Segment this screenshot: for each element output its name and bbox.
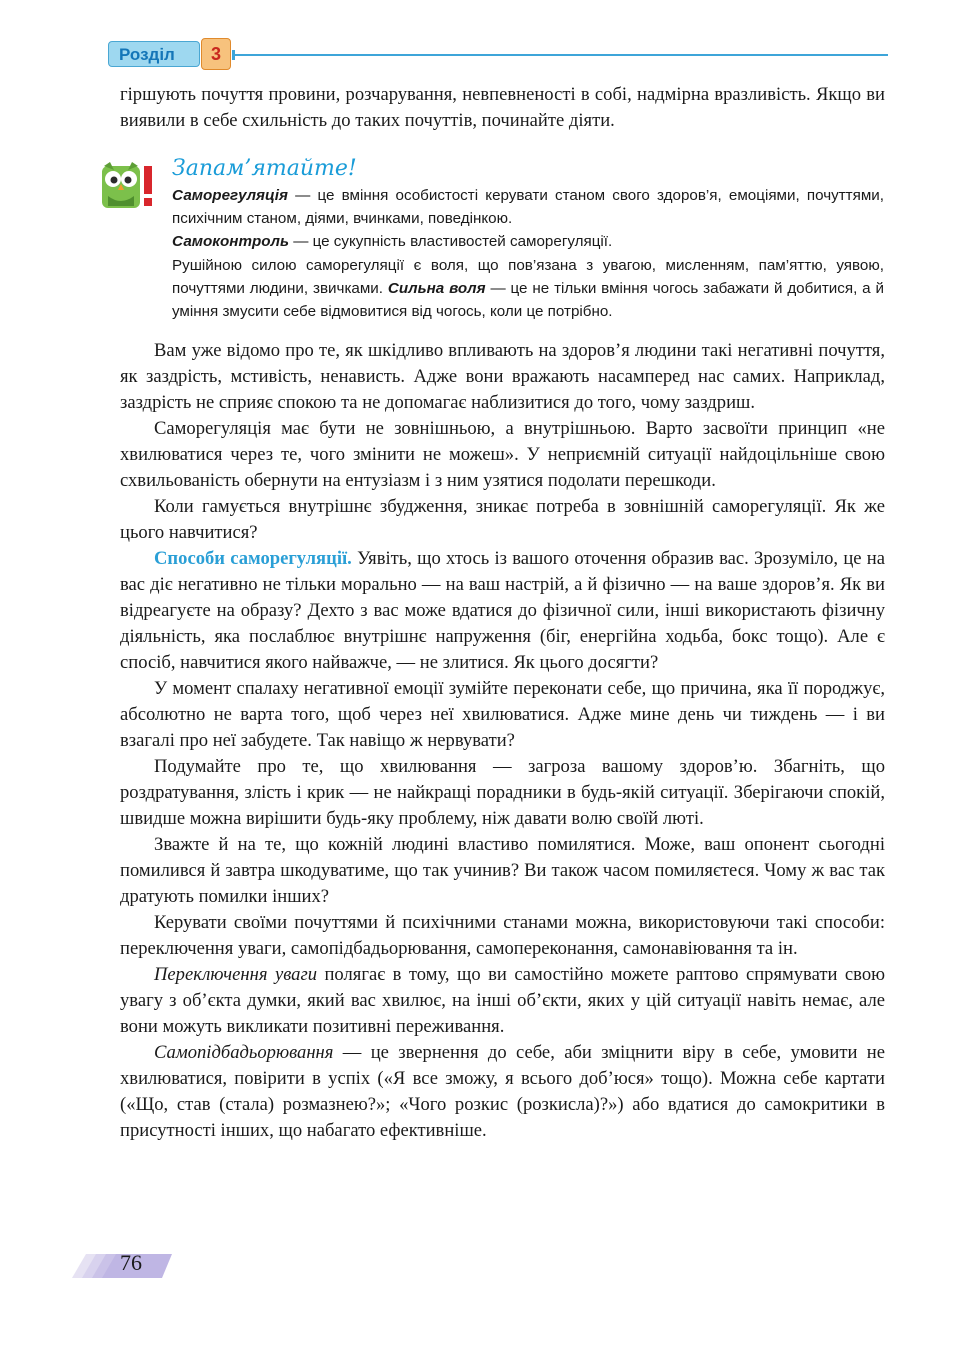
header-rule [232, 54, 888, 56]
paragraph: Способи саморегуляції. Уявіть, що хтось із вашого оточення образив вас. Зрозуміло, це на вас діє негативно не тільки морально — на ваш настрій, а й фізично — на ваше здоров’я. Як ви відреагуєте на образу? Дехто з вас може вдатися до фізичної сили, інші використають фізичну діяльність, яка послаблює внутрішнє напруження (біг, енергійна ходьба, бокс тощо). Але є спосіб, навчитися якого найважче, — не злитися. Як цього досягти? [120, 548, 885, 673]
remember-box [100, 156, 890, 326]
term-attention-switch: Переключення уваги [154, 964, 318, 985]
owl-icon [100, 162, 158, 210]
term-self-regulation: Саморегуляція [172, 187, 288, 204]
subheading-methods: Способи саморегуляції. [154, 548, 352, 569]
chapter-header [108, 38, 888, 72]
intro-text [120, 82, 885, 134]
paragraph: У момент спалаху негативної емоції зумійте переконати себе, що причина, яка її породжує, абсолютно не варта того, щоб через неї хвилюватися. Адже мине день чи тиждень — і ви взагалі про неї забудете. Так навіщо ж нервувати? [120, 678, 885, 751]
paragraph: Коли гамується внутрішнє збудження, зникає потреба в зовнішній саморегуляції. Як же цього навчитися? [120, 496, 885, 543]
page-number: 76 [120, 1250, 142, 1275]
paragraph: Вам уже відомо про те, як шкідливо впливають на здоров’я людини такі негативні почуття, як заздрість, мстивість, ненависть. Адже вони вражають насамперед нас самих. Наприклад, заздрість не сприяє спокою та не допомагає наблизитися до того, чому заздриш. [120, 340, 885, 413]
section-label: Розділ [108, 41, 200, 67]
term-strong-will: Сильна воля [387, 279, 486, 297]
paragraph: Самопідбадьорювання — це звернення до себе, аби зміцнити віру в себе, умовити не хвилюватися, повірити в успіх («Я все зможу, я всього доб’юся» тощо). Можна себе картати («Що, став (стала) розмазнею?»; «Чого розкис (розкисла)?») або вдатися до самокритики в присутності інших, що набагато ефективніше. [120, 1042, 885, 1141]
paragraph: Зважте й на те, що кожній людині властиво помилятися. Може, ваш опонент сьогодні помилився й завтра шкодуватиме, що так учинив? Ви також часом помиляєтеся. Чому ж вас так дратують помилки інших? [120, 834, 885, 907]
remember-body [172, 184, 884, 323]
definition-self-regulation: Саморегуляція — це вміння особистості керувати станом свого здоров’я, емоціями, почуттями, психічним станом, діями, вчинками, поведінкою. [172, 187, 884, 228]
intro-paragraph: гіршують почуття провини, розчарування, невпевненості в собі, надмірна вразливість. Якщо ви виявили в себе схильність до таких почуттів, починайте діяти. [120, 84, 885, 131]
paragraph: Переключення уваги полягає в тому, що ви самостійно можете раптово спрямувати свою увагу з об’єкта думки, який вас хвилює, на інші об’єкти, яких у цій ситуації навіть немає, але вони можуть викликати позитивні переживання. [120, 964, 886, 1037]
section-number: 3 [201, 38, 231, 70]
main-text [120, 338, 885, 1144]
definition-self-control: Самоконтроль — це сукупність властивостей саморегуляції. [172, 233, 613, 251]
page-footer [72, 1248, 172, 1282]
paragraph: Подумайте про те, що хвилювання — загроза вашому здоров’ю. Збагніть, що роздратування, злість і крик — не найкращі порадники в будь-якій ситуації. Зберігаючи спокій, швидше можна вирішити будь-яку проблему, ніж давати волю своїй люті. [120, 756, 885, 829]
remember-title: Запам’ятайте! [172, 156, 357, 181]
paragraph: Керувати своїми почуттями й психічними станами можна, використовуючи такі способи: переключення уваги, самопідбадьорювання, самопереконання, самонавіювання та ін. [120, 912, 885, 959]
paragraph: Саморегуляція має бути не зовнішньою, а внутрішньою. Варто засвоїти принцип «не хвилюватися через те, чого змінити не можеш». У неприємній ситуації найдоцільніше свою схвильованість обернути на ентузіазм і з ним узятися подолати перешкоди. [120, 418, 885, 491]
term-self-encouragement: Самопідбадьорювання [154, 1042, 334, 1063]
term-self-control: Самоконтроль [172, 233, 289, 251]
definition-will: Рушійною силою саморегуляції є воля, що пов’язана з увагою, мисленням, пам’яттю, уявою, почуттями людини, звичками. Сильна воля — це не тільки вміння чогось забажати й добитися, а й уміння змусити себе відмовитися від чогось, коли це потрібно. [172, 256, 884, 321]
